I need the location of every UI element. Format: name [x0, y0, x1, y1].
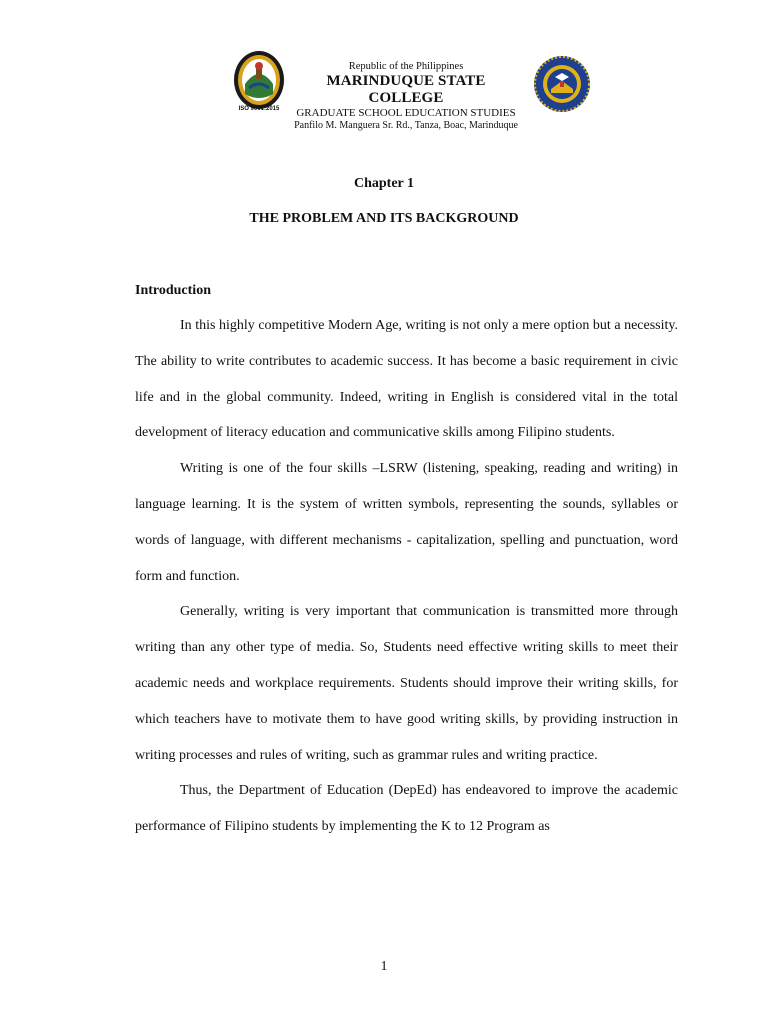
- college-name: MARINDUQUE STATE COLLEGE: [326, 73, 486, 106]
- page-number: 1: [380, 959, 388, 974]
- republic-line: Republic of the Philippines: [348, 61, 464, 72]
- document-header: [0, 50, 768, 131]
- paragraph: Writing is one of the four skills –LSRW (listening, speaking, reading and writing) in language learning. It is the system of written symbols, representing the sounds, syllables or words of language, with different mechanisms - capitalization, spelling and punctuation, word form and function.: [135, 461, 678, 584]
- paragraph: In this highly competitive Modern Age, writing is not only a mere option but a necessity. The ability to write contributes to academic success. It has become a basic requirement in civic life and in the global community. Indeed, writing in English is considered vital in the total development of literacy education and communicative skills among Filipino students.: [135, 318, 678, 441]
- iso-certification-label: ISO 9001:2015: [238, 106, 280, 112]
- paragraph: Thus, the Department of Education (DepEd) has endeavored to improve the academic performance of Filipino students by implementing the K to 12 Program as: [135, 783, 678, 835]
- section-heading-introduction: Introduction: [135, 283, 211, 298]
- college-seal-icon: [231, 50, 287, 114]
- chapter-title: THE PROBLEM AND ITS BACKGROUND: [249, 211, 519, 226]
- graduate-school-seal-icon: [533, 55, 591, 113]
- body-text: [135, 308, 678, 845]
- paragraph: Generally, writing is very important that communication is transmitted more through writing than any other type of media. So, Students need effective writing skills to meet their academic needs and workplace requirements. Students should improve their writing skills, for which teachers have to motivate them to have good writing skills, by providing instruction in writing processes and rules of writing, such as grammar rules and writing practice.: [135, 604, 678, 763]
- college-address: Panfilo M. Manguera Sr. Rd., Tanza, Boac, Marinduque: [294, 120, 518, 131]
- chapter-heading: Chapter 1: [353, 176, 415, 191]
- header-text-block: [290, 60, 522, 132]
- graduate-school-name: GRADUATE SCHOOL EDUCATION STUDIES: [296, 107, 516, 119]
